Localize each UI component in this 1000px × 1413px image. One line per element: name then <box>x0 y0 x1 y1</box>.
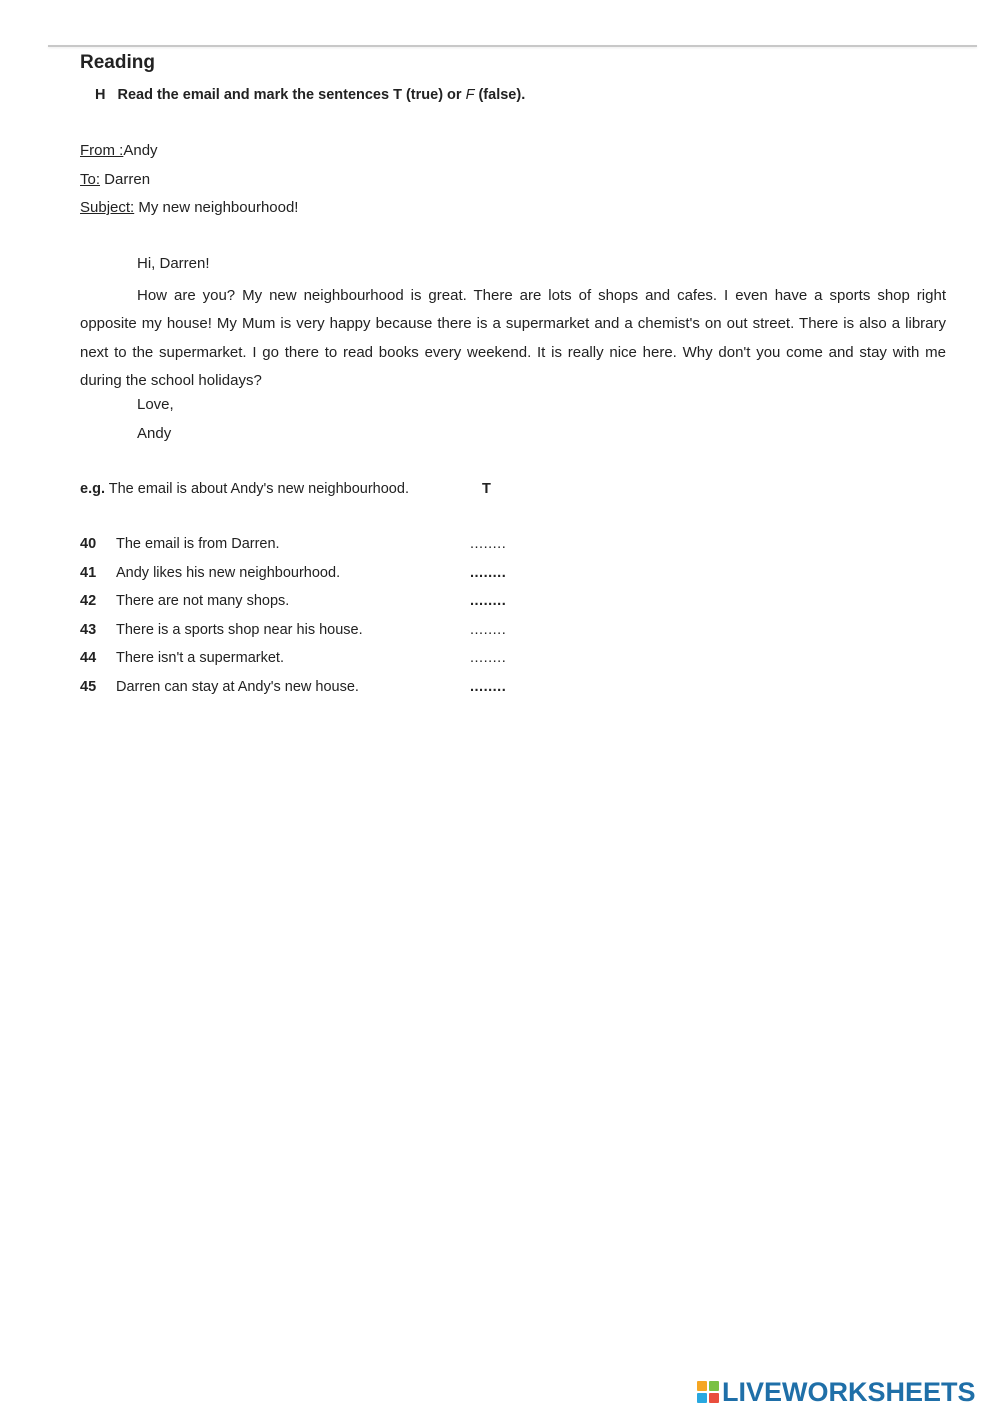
answer-blank[interactable]: ........ <box>470 536 507 552</box>
instruction-text-end: (false). <box>474 87 526 103</box>
email-to-label: To: <box>80 171 101 188</box>
instruction-text: Read the email and mark the sentences T (true) or <box>117 87 466 103</box>
email-subject-line <box>80 199 298 216</box>
example-answer: T <box>482 481 491 497</box>
logo-square-icon <box>697 1393 707 1403</box>
question-text: Darren can stay at Andy's new house. <box>116 678 359 695</box>
instruction <box>95 87 525 103</box>
email-subject-label: Subject: <box>80 199 135 216</box>
liveworksheets-logo <box>697 1376 976 1408</box>
email-from-value: Andy <box>123 142 158 159</box>
example-text: The email is about Andy's new neighbourhood. <box>104 481 409 497</box>
email-body: How are you? My new neighbourhood is great. There are lots of shops and cafes. I even have a sports shop right opposite my house! My Mum is very happy because there is a supermarket and a chemist's on out street. There is also a library next to the supermarket. I go there to read books every weekend. It is really nice here. Why don't you come and stay with me during the school holidays? <box>80 287 946 390</box>
question-number: 43 <box>80 621 97 638</box>
logo-square-icon <box>697 1381 707 1391</box>
email-from-line <box>80 142 158 159</box>
question-row <box>80 650 540 679</box>
example-prefix: e.g. <box>80 481 105 497</box>
email-greeting: Hi, Darren! <box>137 255 210 272</box>
answer-blank[interactable]: ........ <box>470 593 507 610</box>
logo-mark-icon <box>697 1381 719 1403</box>
top-divider <box>48 45 977 47</box>
question-row <box>80 679 540 708</box>
logo-square-icon <box>709 1393 719 1403</box>
example-item <box>80 481 491 497</box>
email-closing: Love, <box>137 396 174 413</box>
answer-blank[interactable]: ........ <box>470 650 507 667</box>
email-to-line <box>80 171 150 188</box>
instruction-letter: H <box>95 87 106 103</box>
section-title: Reading <box>80 52 155 73</box>
logo-text: LIVEWORKSHEETS <box>722 1376 976 1407</box>
answer-blank[interactable]: ........ <box>470 678 507 695</box>
question-text: The email is from Darren. <box>116 536 280 552</box>
question-text: There are not many shops. <box>116 593 290 610</box>
question-number: 42 <box>80 593 97 610</box>
question-row <box>80 536 540 565</box>
question-text: There isn't a supermarket. <box>116 650 284 667</box>
question-row <box>80 593 540 622</box>
email-to-value: Darren <box>100 171 151 188</box>
answer-blank[interactable]: ........ <box>470 564 507 581</box>
question-row <box>80 565 540 594</box>
question-text: There is a sports shop near his house. <box>116 621 363 638</box>
question-row <box>80 622 540 651</box>
question-text: Andy likes his new neighbourhood. <box>116 564 341 581</box>
question-number: 41 <box>80 564 97 581</box>
question-list <box>80 536 540 708</box>
question-number: 45 <box>80 678 97 695</box>
logo-square-icon <box>709 1381 719 1391</box>
answer-blank[interactable]: ........ <box>470 621 507 638</box>
question-number: 40 <box>80 536 97 552</box>
instruction-false-letter: F <box>465 87 475 103</box>
email-signature: Andy <box>137 425 172 442</box>
email-from-label: From : <box>80 142 124 159</box>
email-subject-value: My new neighbourhood! <box>134 199 299 216</box>
question-number: 44 <box>80 650 97 667</box>
